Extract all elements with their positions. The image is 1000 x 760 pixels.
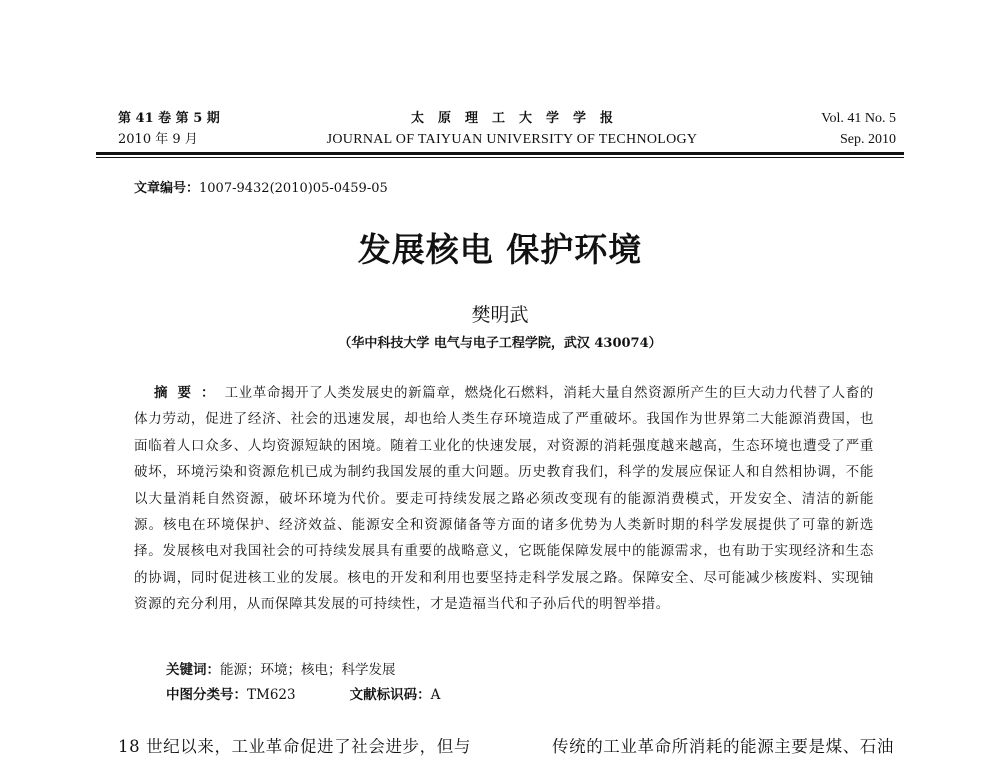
- classification: [166, 683, 440, 703]
- journal-name-cn: 太原理工大学学报: [410, 111, 627, 126]
- doc-code-label: 文献标识码：: [349, 687, 431, 703]
- keywords-label: 关键词：: [166, 662, 220, 678]
- clc-value: TM623: [247, 687, 296, 703]
- header-rule-thick: [96, 152, 904, 155]
- journal-issue-info: [118, 108, 220, 150]
- journal-volume-en: [821, 108, 896, 150]
- doc-code-value: A: [430, 687, 441, 703]
- header-rule-thin: [96, 157, 904, 158]
- abstract: [134, 380, 874, 618]
- article-number: [134, 177, 388, 196]
- paper-author: 樊明武: [471, 304, 529, 326]
- journal-name-en: JOURNAL OF TAIYUAN UNIVERSITY OF TECHNOLOGY: [326, 132, 698, 147]
- abstract-label: 摘要：: [154, 385, 225, 401]
- volume-issue: 第 41 卷 第 5 期: [118, 111, 220, 126]
- keywords-value: 能源；环境；核电；科学发展: [220, 662, 396, 678]
- journal-name: [300, 108, 724, 150]
- paper-title: 发展核电 保护环境: [357, 230, 643, 269]
- volume-number-en: Vol. 41 No. 5: [821, 111, 896, 126]
- issue-date-en: Sep. 2010: [840, 132, 896, 147]
- article-number-label: 文章编号：: [134, 181, 200, 196]
- article-number-value: 1007-9432(2010)05-0459-05: [199, 181, 388, 196]
- clc-label: 中图分类号：: [166, 687, 247, 703]
- author-affiliation: （华中科技大学 电气与电子工程学院，武汉 430074）: [338, 336, 662, 351]
- body-text-left-column: 18 世纪以来，工业革命促进了社会进步，但与: [118, 737, 471, 756]
- abstract-text: 工业革命揭开了人类发展史的新篇章，燃烧化石燃料，消耗大量自然资源所产生的巨大动力代替了人畜的体力劳动，促进了经济、社会的迅速发展，却也给人类生存环境造成了严重破坏。我国作为世界第二大能源消费国，也面临着人口众多、人均资源短缺的困境。随着工业化的快速发展，对资源的消耗强度越来越高，生态环境也遭受了严重破坏，环境污染和资源危机已成为制约我国发展的重大问题。历史教育我们，科学的发展应保证人和自然相协调，不能以大量消耗自然资源，破坏环境为代价。要走可持续发展之路必须改变现有的能源消费模式，开发安全、清洁的新能源。核电在环境保护、经济效益、能源安全和资源储备等方面的诸多优势为人类新时期的科学发展提供了可靠的新选择。发展核电对我国社会的可持续发展具有重要的战略意义，它既能保障发展中的能源需求，也有助于实现经济和生态的协调，同时促进核工业的发展。核电的开发和利用也要坚持走科学发展之路。保障安全、尽可能减少核废料、实现铀资源的充分利用，从而保障其发展的可持续性，才是造福当代和子孙后代的明智举措。: [134, 385, 874, 613]
- keywords: [166, 658, 396, 678]
- body-text-right-column: 传统的工业革命所消耗的能源主要是煤、石油: [552, 737, 894, 756]
- issue-date-cn: 2010 年 9 月: [118, 132, 198, 147]
